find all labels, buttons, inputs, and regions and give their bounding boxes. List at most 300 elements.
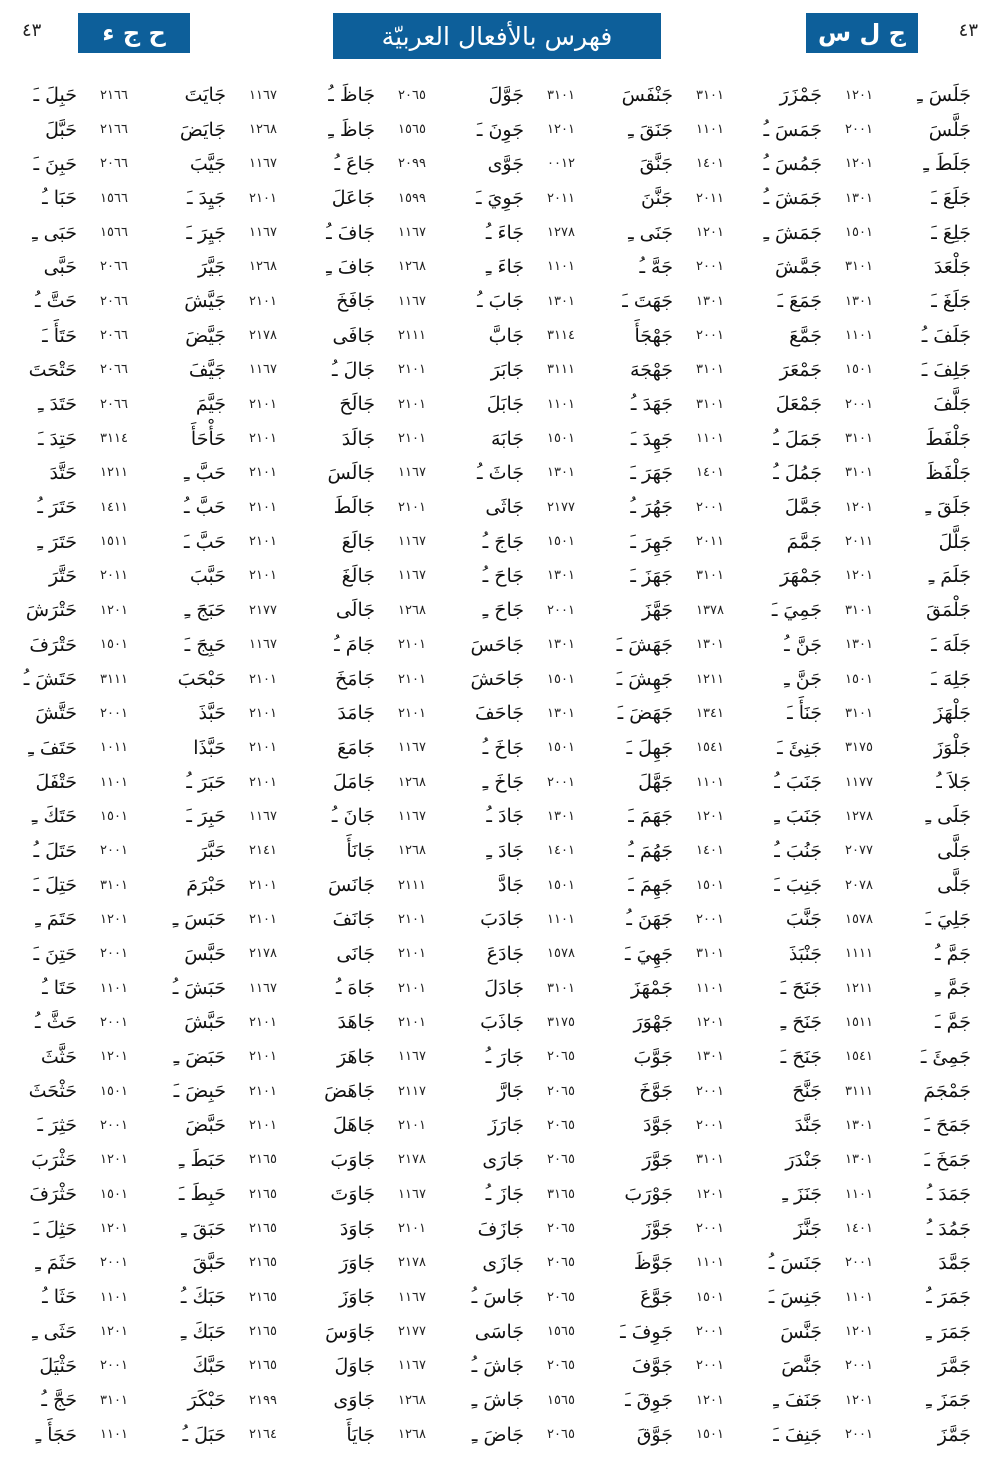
index-entry	[92, 387, 241, 421]
entry-code: ١١٠١	[696, 431, 724, 447]
entry-code: ١٥٠١	[547, 877, 575, 893]
entry-code: ٢٠٦٦	[100, 293, 128, 309]
entry-verb: حَثِرَ ـَ	[37, 1114, 77, 1137]
entry-verb: حَبْرَمَ	[186, 874, 226, 897]
entry-verb: جَنْفَسَ	[621, 84, 673, 107]
entry-verb: جَيِدَ ـَ	[186, 187, 226, 210]
entry-code: ٢٠٠١	[845, 122, 873, 138]
entry-verb: جَهَزَ ـَ	[630, 564, 673, 587]
entry-verb: جَيَّفَ	[188, 358, 226, 381]
entry-code: ٢٠٦٥	[547, 1083, 575, 1099]
index-entry	[688, 1040, 837, 1074]
entry-code: ١٤٠١	[696, 465, 724, 481]
entry-code: ٢١٠١	[249, 671, 277, 687]
index-entry	[92, 181, 241, 215]
entry-verb: جَمَّ ـَ	[935, 1011, 971, 1034]
entry-code: ١٢٠١	[696, 1186, 724, 1202]
index-entry	[688, 181, 837, 215]
entry-verb: جَوْرَبَ	[624, 1183, 673, 1206]
entry-verb: حَبَقَ ـِ	[181, 1217, 226, 1240]
entry-verb: جَنَحَ ـَ	[780, 977, 822, 1000]
entry-verb: جَلَّسَ	[928, 118, 971, 141]
index-entry	[241, 78, 390, 112]
entry-code: ١٢٠١	[845, 568, 873, 584]
index-entry	[0, 662, 92, 696]
entry-verb: جَلَسَ ـِ	[917, 84, 971, 107]
index-entry	[390, 78, 539, 112]
entry-code: ٢٠١١	[696, 190, 724, 206]
entry-code: ١٤١١	[100, 499, 128, 515]
index-entry	[688, 731, 837, 765]
entry-code: ١٣٠١	[547, 293, 575, 309]
entry-verb: جَاشَ ـِ	[471, 1389, 524, 1412]
entry-verb: جَامَعَ	[337, 736, 375, 759]
entry-code: ٢٠٩٩	[398, 156, 426, 172]
entry-verb: جَيَّبَ	[189, 152, 226, 175]
entry-code: ٣١٠١	[100, 877, 128, 893]
index-entry	[390, 421, 539, 455]
index-entry	[0, 490, 92, 524]
index-entry	[539, 78, 688, 112]
entry-code: ١٢٦٨	[398, 774, 426, 790]
entry-verb: جَنَبَ ـُ	[774, 771, 822, 794]
entry-code: ١٥٧٨	[547, 946, 575, 962]
index-entry	[241, 696, 390, 730]
index-entry	[539, 284, 688, 318]
index-column	[241, 78, 390, 1452]
index-entry	[688, 1143, 837, 1177]
entry-verb: جَادَ ـُ	[486, 805, 524, 828]
index-entry	[837, 78, 986, 112]
entry-code: ١٥٦٥	[398, 122, 426, 138]
index-entry	[688, 1108, 837, 1142]
entry-code: ١١٦٧	[398, 465, 426, 481]
page-header	[0, 0, 1000, 70]
index-entry	[92, 147, 241, 181]
entry-verb: جَلَفَ ـُ	[921, 324, 971, 347]
index-entry	[390, 1246, 539, 1280]
entry-verb: جَاوَزَ	[339, 1286, 375, 1309]
entry-code: ٢١٠١	[249, 1083, 277, 1099]
entry-verb: حَبَّقَ	[192, 1251, 226, 1274]
entry-code: ١١٦٧	[398, 534, 426, 550]
index-entry	[0, 593, 92, 627]
entry-verb: جَالَ ـُ	[332, 358, 375, 381]
entry-verb: جَاحَفَ	[475, 702, 524, 725]
entry-verb: حَتَدَ ـِ	[37, 393, 77, 416]
index-entry	[837, 1040, 986, 1074]
entry-verb: جَاحَ ـِ	[482, 599, 524, 622]
entry-verb: جَلْهَزَ	[933, 702, 971, 725]
entry-code: ١٥٦٦	[100, 225, 128, 241]
index-entry	[688, 1074, 837, 1108]
entry-verb: حَبَضَ ـِ	[173, 1045, 226, 1068]
entry-verb: جَمْعَلَ	[775, 393, 822, 416]
entry-verb: جَاوَسَ	[325, 1320, 375, 1343]
entry-code: ٢١٧٨	[398, 1152, 426, 1168]
index-entry	[0, 902, 92, 936]
entry-verb: حَثْيَلَ	[39, 1354, 77, 1377]
entry-verb: جَهِيَ ـَ	[625, 942, 673, 965]
index-entry	[539, 1005, 688, 1039]
index-entry	[688, 628, 837, 662]
index-entry	[539, 593, 688, 627]
entry-verb: حَأْحَأَ	[190, 427, 226, 450]
entry-verb: حَبَشَ ـُ	[172, 977, 226, 1000]
index-entry	[241, 834, 390, 868]
entry-verb: جَالَعَ	[341, 530, 375, 553]
entry-code: ٢١٠١	[398, 911, 426, 927]
entry-verb: حَبَجَ ـِ	[184, 599, 226, 622]
entry-code: ١٢٠١	[696, 225, 724, 241]
entry-code: ١١٦٧	[398, 1186, 426, 1202]
entry-code: ٢١١١	[398, 328, 426, 344]
index-entry	[92, 1074, 241, 1108]
entry-code: ٢١٠١	[249, 877, 277, 893]
entry-verb: حَبَّذَا	[193, 736, 226, 759]
index-entry	[92, 1383, 241, 1417]
index-entry	[688, 937, 837, 971]
index-entry	[241, 1005, 390, 1039]
index-entry	[837, 1177, 986, 1211]
entry-verb: جَمَزَ ـِ	[926, 1389, 971, 1412]
index-entry	[390, 834, 539, 868]
entry-code: ٣١٠١	[845, 259, 873, 275]
entry-code: ٢٠٠١	[100, 1358, 128, 1374]
index-entry	[539, 1349, 688, 1383]
entry-code: ١١٠١	[845, 1289, 873, 1305]
entry-code: ٢١٠١	[398, 362, 426, 378]
entry-code: ٢١٠١	[249, 1049, 277, 1065]
entry-verb: جَلَّلَ	[938, 530, 971, 553]
entry-verb: جَادَلَ	[484, 977, 524, 1000]
index-entry	[390, 1143, 539, 1177]
entry-verb: جَنَّقَ	[639, 152, 673, 175]
index-entry	[390, 284, 539, 318]
entry-code: ١٥٠١	[845, 225, 873, 241]
entry-code: ٢١٠١	[249, 499, 277, 515]
index-entry	[539, 524, 688, 558]
entry-code: ١٥٠١	[100, 1083, 128, 1099]
entry-code: ١١٦٧	[249, 808, 277, 824]
index-entry	[837, 250, 986, 284]
entry-code: ٢٠٠١	[100, 1014, 128, 1030]
index-entry	[837, 1074, 986, 1108]
entry-verb: جَازَفَ	[477, 1217, 524, 1240]
index-entry	[688, 662, 837, 696]
index-entry	[688, 559, 837, 593]
entry-code: ٢٠٠١	[696, 911, 724, 927]
entry-verb: جَوَّعَ	[640, 1286, 673, 1309]
entry-verb: جَافَ ـِ	[326, 255, 375, 278]
entry-code: ١٥٠١	[696, 877, 724, 893]
entry-code: ١١٠١	[547, 259, 575, 275]
index-entry	[390, 490, 539, 524]
index-entry	[390, 765, 539, 799]
entry-verb: جَمُلَ ـُ	[773, 461, 822, 484]
entry-verb: جَهْجَأَ	[634, 324, 673, 347]
entry-code: ٢١٠١	[249, 774, 277, 790]
entry-code: ١٤٠١	[696, 843, 724, 859]
index-entry	[837, 112, 986, 146]
entry-code: ٢١٦٤	[249, 1427, 277, 1443]
index-entry	[390, 112, 539, 146]
entry-verb: جَلِعَ ـَ	[931, 221, 971, 244]
entry-code: ١٣٠١	[845, 293, 873, 309]
index-entry	[241, 765, 390, 799]
entry-verb: حَبَّ ـِ	[183, 461, 226, 484]
index-entry	[688, 421, 837, 455]
entry-verb: جَنَفَ ـِ	[773, 1389, 822, 1412]
entry-verb: جَانَفَ	[332, 908, 375, 931]
entry-code: ١٣٠١	[547, 705, 575, 721]
entry-code: ٣١٠١	[696, 396, 724, 412]
entry-code: ١٢٦٨	[398, 843, 426, 859]
index-entry	[837, 868, 986, 902]
index-entry	[92, 1314, 241, 1348]
index-entry	[688, 318, 837, 352]
entry-code: ١١٦٧	[398, 1358, 426, 1374]
entry-verb: جَوَّى	[487, 152, 524, 175]
index-entry	[0, 971, 92, 1005]
entry-verb: جَهْجَهَ	[630, 358, 673, 381]
entry-code: ٢١٦٥	[249, 1186, 277, 1202]
entry-verb: جَانَأَ	[346, 839, 375, 862]
entry-code: ١١٦٧	[249, 225, 277, 241]
entry-verb: جَوِنَ ـَ	[476, 118, 524, 141]
index-entry	[241, 1211, 390, 1245]
entry-verb: جَلَمَ ـِ	[928, 564, 971, 587]
entry-code: ١٥٠١	[547, 671, 575, 687]
index-entry	[241, 1074, 390, 1108]
entry-code: ١٥١١	[100, 534, 128, 550]
entry-code: ٢١٤١	[249, 843, 277, 859]
entry-verb: جَيَّمَ	[195, 393, 226, 416]
entry-code: ٢٠٧٧	[845, 843, 873, 859]
entry-verb: جَمِئَ ـَ	[920, 1045, 971, 1068]
entry-verb: حَبَّ ـَ	[183, 530, 226, 553]
entry-code: ١١٦٧	[398, 808, 426, 824]
entry-verb: جَمَّعَ	[789, 324, 822, 347]
entry-verb: جَمَّ ـُ	[935, 942, 971, 965]
index-entry	[241, 799, 390, 833]
entry-code: ٢٠٠١	[100, 843, 128, 859]
entry-verb: جَيَّضَ	[185, 324, 226, 347]
entry-verb: حَثِلَ ـَ	[33, 1217, 77, 1240]
index-entry	[241, 284, 390, 318]
entry-code: ٢١٧٧	[547, 499, 575, 515]
entry-code: ١٢٠١	[845, 87, 873, 103]
index-entry	[837, 490, 986, 524]
entry-code: ٢١٠١	[249, 1117, 277, 1133]
index-entry	[390, 1417, 539, 1451]
entry-code: ١٢٠١	[845, 499, 873, 515]
entry-code: ٢٠٦٥	[547, 1152, 575, 1168]
index-entry	[688, 387, 837, 421]
index-entry	[539, 421, 688, 455]
entry-verb: جَهَتَ ـَ	[622, 290, 673, 313]
entry-code: ١١٦٧	[249, 156, 277, 172]
index-entry	[837, 1280, 986, 1314]
entry-verb: جَمَّرَ	[937, 1354, 971, 1377]
entry-verb: جَمْجَمَ	[923, 1080, 971, 1103]
index-entry	[92, 662, 241, 696]
entry-verb: حَبَكَ ـُ	[180, 1286, 226, 1309]
entry-verb: جَهَدَ ـُ	[630, 393, 673, 416]
index-entry	[241, 147, 390, 181]
entry-verb: جَلَغَ ـَ	[931, 290, 971, 313]
page-number-right: ٤٣	[958, 20, 978, 41]
entry-verb: جَلِيَ ـَ	[925, 908, 971, 931]
index-entry	[688, 1349, 837, 1383]
index-entry	[539, 1108, 688, 1142]
entry-code: ٢١٦٥	[249, 1289, 277, 1305]
entry-code: ٢٠٦٥	[398, 87, 426, 103]
index-entry	[539, 1314, 688, 1348]
entry-code: ١٤٠١	[547, 843, 575, 859]
entry-verb: جَيَّشَ	[184, 290, 226, 313]
entry-code: ٢١٧٨	[249, 946, 277, 962]
entry-code: ٢٠٦٥	[547, 1255, 575, 1271]
entry-verb: جَيِرَ ـَ	[186, 221, 226, 244]
entry-verb: جَالَسَ	[327, 461, 375, 484]
index-entry	[688, 284, 837, 318]
entry-code: ٣١٧٥	[845, 740, 873, 756]
entry-verb: جَمَّ ـِ	[935, 977, 971, 1000]
index-entry	[92, 1349, 241, 1383]
entry-verb: جَلْمَقَ	[926, 599, 971, 622]
index-entry	[688, 902, 837, 936]
index-entry	[837, 834, 986, 868]
index-entry	[92, 628, 241, 662]
entry-verb: حَجَّ ـُ	[41, 1389, 77, 1412]
entry-verb: جَاءَ ـِ	[485, 255, 524, 278]
entry-verb: حَتَا ـُ	[42, 977, 77, 1000]
index-entry	[837, 902, 986, 936]
entry-verb: جَمُدَ ـُ	[926, 1217, 971, 1240]
entry-code: ١١٠١	[100, 980, 128, 996]
index-entry	[837, 147, 986, 181]
entry-code: ١٣٠١	[845, 1117, 873, 1133]
index-entry	[241, 1040, 390, 1074]
index-entry	[390, 662, 539, 696]
entry-verb: جَلَّفَ	[933, 393, 971, 416]
entry-verb: جَازَ ـُ	[485, 1183, 524, 1206]
index-entry	[539, 181, 688, 215]
index-entry	[241, 593, 390, 627]
entry-code: ٢١٦٥	[249, 1324, 277, 1340]
entry-code: ١٥٤١	[845, 1049, 873, 1065]
index-entry	[92, 971, 241, 1005]
index-entry	[241, 1314, 390, 1348]
index-entry	[688, 1005, 837, 1039]
index-entry	[390, 1074, 539, 1108]
entry-code: ١٢١١	[845, 980, 873, 996]
index-entry	[539, 799, 688, 833]
entry-code: ٢١٦٦	[100, 87, 128, 103]
entry-code: ٢٠٠١	[845, 1427, 873, 1443]
index-entry	[0, 250, 92, 284]
entry-verb: جَهِدَ ـَ	[630, 427, 673, 450]
entry-code: ١١٦٧	[398, 225, 426, 241]
entry-verb: جَمَّدَ	[938, 1251, 971, 1274]
entry-verb: حَبِضَ ـَ	[173, 1080, 226, 1103]
entry-code: ٢٠٦٦	[100, 156, 128, 172]
entry-verb: حَبِنَ ـَ	[33, 152, 77, 175]
index-entry	[241, 250, 390, 284]
index-entry	[390, 147, 539, 181]
entry-verb: حَبَى ـِ	[32, 221, 77, 244]
index-entry	[688, 696, 837, 730]
index-entry	[837, 1143, 986, 1177]
entry-verb: جَوَّظَ	[633, 1251, 673, 1274]
entry-verb: جَوِيَ ـَ	[475, 187, 524, 210]
index-entry	[0, 353, 92, 387]
index-entry	[539, 1280, 688, 1314]
index-entry	[688, 147, 837, 181]
entry-verb: حَثْحَثَ	[28, 1080, 77, 1103]
entry-verb: حَبَّكَ	[192, 1354, 226, 1377]
index-entry	[390, 353, 539, 387]
entry-verb: جَهَضَ ـَ	[617, 702, 673, 725]
entry-verb: حَتَفَ ـِ	[28, 736, 77, 759]
index-entry	[539, 387, 688, 421]
entry-verb: حَتْرَفَ	[29, 633, 77, 656]
entry-code: ٣١٠١	[100, 1392, 128, 1408]
entry-verb: جَوَّقَ	[636, 1423, 673, 1446]
index-entry	[539, 490, 688, 524]
index-entry	[0, 215, 92, 249]
entry-verb: جَاعَلَ	[331, 187, 375, 210]
entry-code: ١٣٠١	[547, 568, 575, 584]
entry-verb: جَالَطَ	[333, 496, 375, 519]
index-entry	[390, 1211, 539, 1245]
entry-code: ١٣٠١	[845, 637, 873, 653]
index-entry	[837, 318, 986, 352]
entry-code: ٢١٠١	[398, 431, 426, 447]
entry-code: ١١٠١	[100, 1427, 128, 1443]
index-entry	[390, 1177, 539, 1211]
entry-verb: جَاثَ ـُ	[476, 461, 524, 484]
entry-verb: حَبَلَ ـُ	[182, 1423, 226, 1446]
entry-code: ٢١٠١	[398, 671, 426, 687]
index-entry	[0, 799, 92, 833]
entry-verb: جَنَّسَ	[780, 1320, 822, 1343]
entry-code: ١١١١	[845, 946, 873, 962]
entry-code: ١١٦٧	[398, 1049, 426, 1065]
entry-verb: حَبَّبَ	[189, 564, 226, 587]
entry-verb: جَمَسَ ـُ	[763, 118, 822, 141]
entry-code: ٢٠٠١	[696, 259, 724, 275]
entry-verb: جَوَّزَ	[642, 1217, 673, 1240]
entry-code: ٣١٠١	[845, 602, 873, 618]
entry-code: ٢٠١١	[547, 190, 575, 206]
index-entry	[390, 1108, 539, 1142]
entry-code: ١٢٦٨	[398, 259, 426, 275]
entry-verb: حَبَا ـُ	[42, 187, 77, 210]
entry-code: ١١٠١	[547, 396, 575, 412]
entry-code: ١٢٠١	[845, 1324, 873, 1340]
entry-verb: حَبْكَرَ	[187, 1389, 226, 1412]
entry-verb: جَالَدَ	[341, 427, 375, 450]
entry-verb: جَايَأَ	[346, 1423, 375, 1446]
entry-verb: جَاظَ ـُ	[328, 84, 375, 107]
index-entry	[539, 1143, 688, 1177]
index-entry	[837, 593, 986, 627]
index-entry	[688, 593, 837, 627]
index-entry	[539, 731, 688, 765]
entry-verb: حَتَّشَ	[35, 702, 77, 725]
